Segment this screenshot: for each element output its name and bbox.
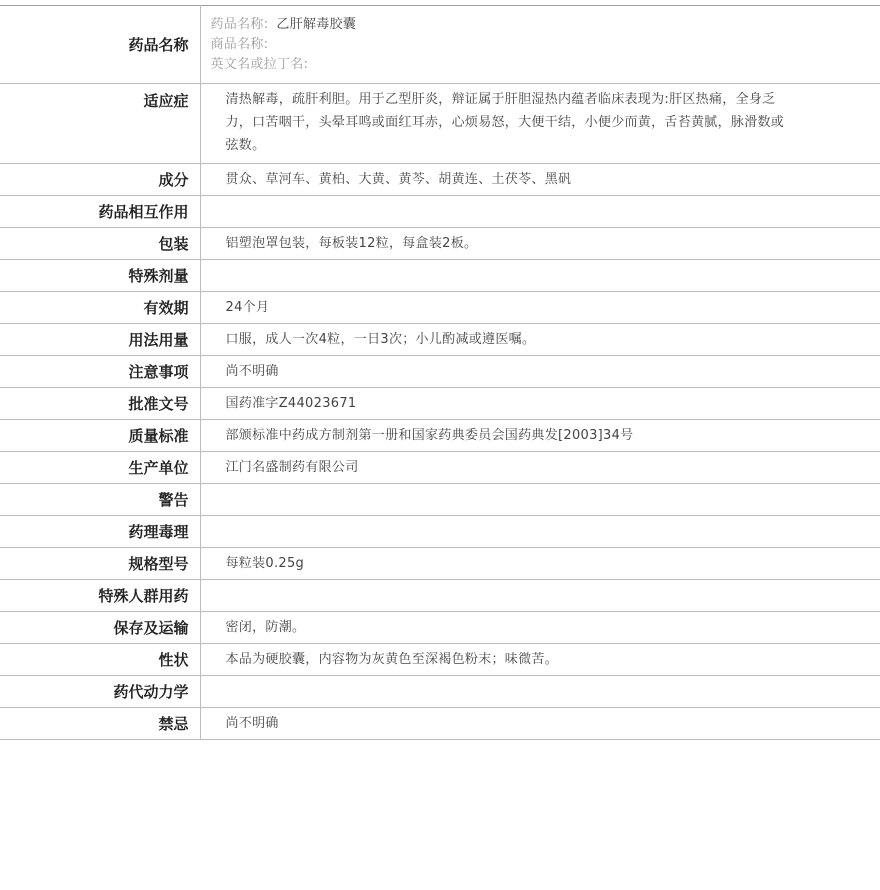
table-row-pharmacology: [0, 516, 880, 548]
table-row-description: [0, 644, 880, 676]
row-label: 质量标准: [0, 420, 200, 452]
drug-name-values: [200, 6, 880, 84]
row-label: 特殊剂量: [0, 260, 200, 292]
row-label: 警告: [0, 484, 200, 516]
row-value: 国药准字Z44023671: [200, 388, 880, 420]
row-value: 江门名盛制药有限公司: [200, 452, 880, 484]
row-value: [200, 484, 880, 516]
table-row-pharmacokinetics: [0, 676, 880, 708]
row-label: 禁忌: [0, 708, 200, 740]
row-label: 批准文号: [0, 388, 200, 420]
table-row-shelf-life: [0, 292, 880, 324]
generic-name-line: [211, 15, 791, 35]
generic-name-key: 药品名称:: [210, 16, 269, 32]
table-row-quality-standard: [0, 420, 880, 452]
row-label: 成分: [0, 164, 200, 196]
row-value: 铝塑泡罩包装，每板装12粒，每盒装2板。: [200, 228, 880, 260]
row-label: 保存及运输: [0, 612, 200, 644]
row-value: 尚不明确: [200, 708, 880, 740]
table-row-precautions: [0, 356, 880, 388]
table-row-contraindications: [0, 708, 880, 740]
row-value: 口服，成人一次4粒，一日3次；小儿酌减或遵医嘱。: [200, 324, 880, 356]
row-label: 用法用量: [0, 324, 200, 356]
row-value: 密闭，防潮。: [200, 612, 880, 644]
table-row-special-populations: [0, 580, 880, 612]
row-value: [200, 196, 880, 228]
row-value: 清热解毒，疏肝利胆。用于乙型肝炎，辩证属于肝胆湿热内蕴者临床表现为:肝区热痛，全身乏力，口苦咽干，头晕耳鸣或面红耳赤，心烦易怒，大便干结，小便少而黄，舌苔黄腻，脉滑数或弦数。: [200, 84, 880, 164]
row-value: 部颁标准中药成方制剂第一册和国家药典委员会国药典发[2003]34号: [200, 420, 880, 452]
row-label: 生产单位: [0, 452, 200, 484]
row-value: 尚不明确: [200, 356, 880, 388]
row-label: 药品名称: [0, 6, 200, 84]
english-name-key: 英文名或拉丁名:: [210, 56, 309, 72]
row-label: 性状: [0, 644, 200, 676]
table-row-warning: [0, 484, 880, 516]
english-name-line: [211, 55, 791, 75]
table-row-dosage: [0, 324, 880, 356]
table-row-specification: [0, 548, 880, 580]
row-label: 药品相互作用: [0, 196, 200, 228]
table-row-special-dosage: [0, 260, 880, 292]
drug-info-table: [0, 5, 880, 740]
row-value: [200, 516, 880, 548]
row-label: 药代动力学: [0, 676, 200, 708]
trade-name-key: 商品名称:: [210, 36, 269, 52]
trade-name-line: [211, 35, 791, 55]
row-value: 贯众、草河车、黄柏、大黄、黄芩、胡黄连、土茯苓、黑矾: [200, 164, 880, 196]
generic-name-value: 乙肝解毒胶囊: [276, 16, 357, 32]
row-value: 24个月: [200, 292, 880, 324]
table-row-manufacturer: [0, 452, 880, 484]
row-label: 有效期: [0, 292, 200, 324]
row-value: [200, 580, 880, 612]
row-value: [200, 260, 880, 292]
row-label: 注意事项: [0, 356, 200, 388]
row-label: 适应症: [0, 84, 200, 164]
row-label: 药理毒理: [0, 516, 200, 548]
row-label: 包装: [0, 228, 200, 260]
row-value: [200, 676, 880, 708]
row-label: 特殊人群用药: [0, 580, 200, 612]
row-value: 本品为硬胶囊，内容物为灰黄色至深褐色粉末；味微苦。: [200, 644, 880, 676]
table-row-packaging: [0, 228, 880, 260]
row-value: 每粒装0.25g: [200, 548, 880, 580]
table-row-ingredients: [0, 164, 880, 196]
row-label: 规格型号: [0, 548, 200, 580]
table-row-storage: [0, 612, 880, 644]
table-row-approval-number: [0, 388, 880, 420]
table-row-drug-name: [0, 6, 880, 84]
table-row-interactions: [0, 196, 880, 228]
table-row-indication: [0, 84, 880, 164]
